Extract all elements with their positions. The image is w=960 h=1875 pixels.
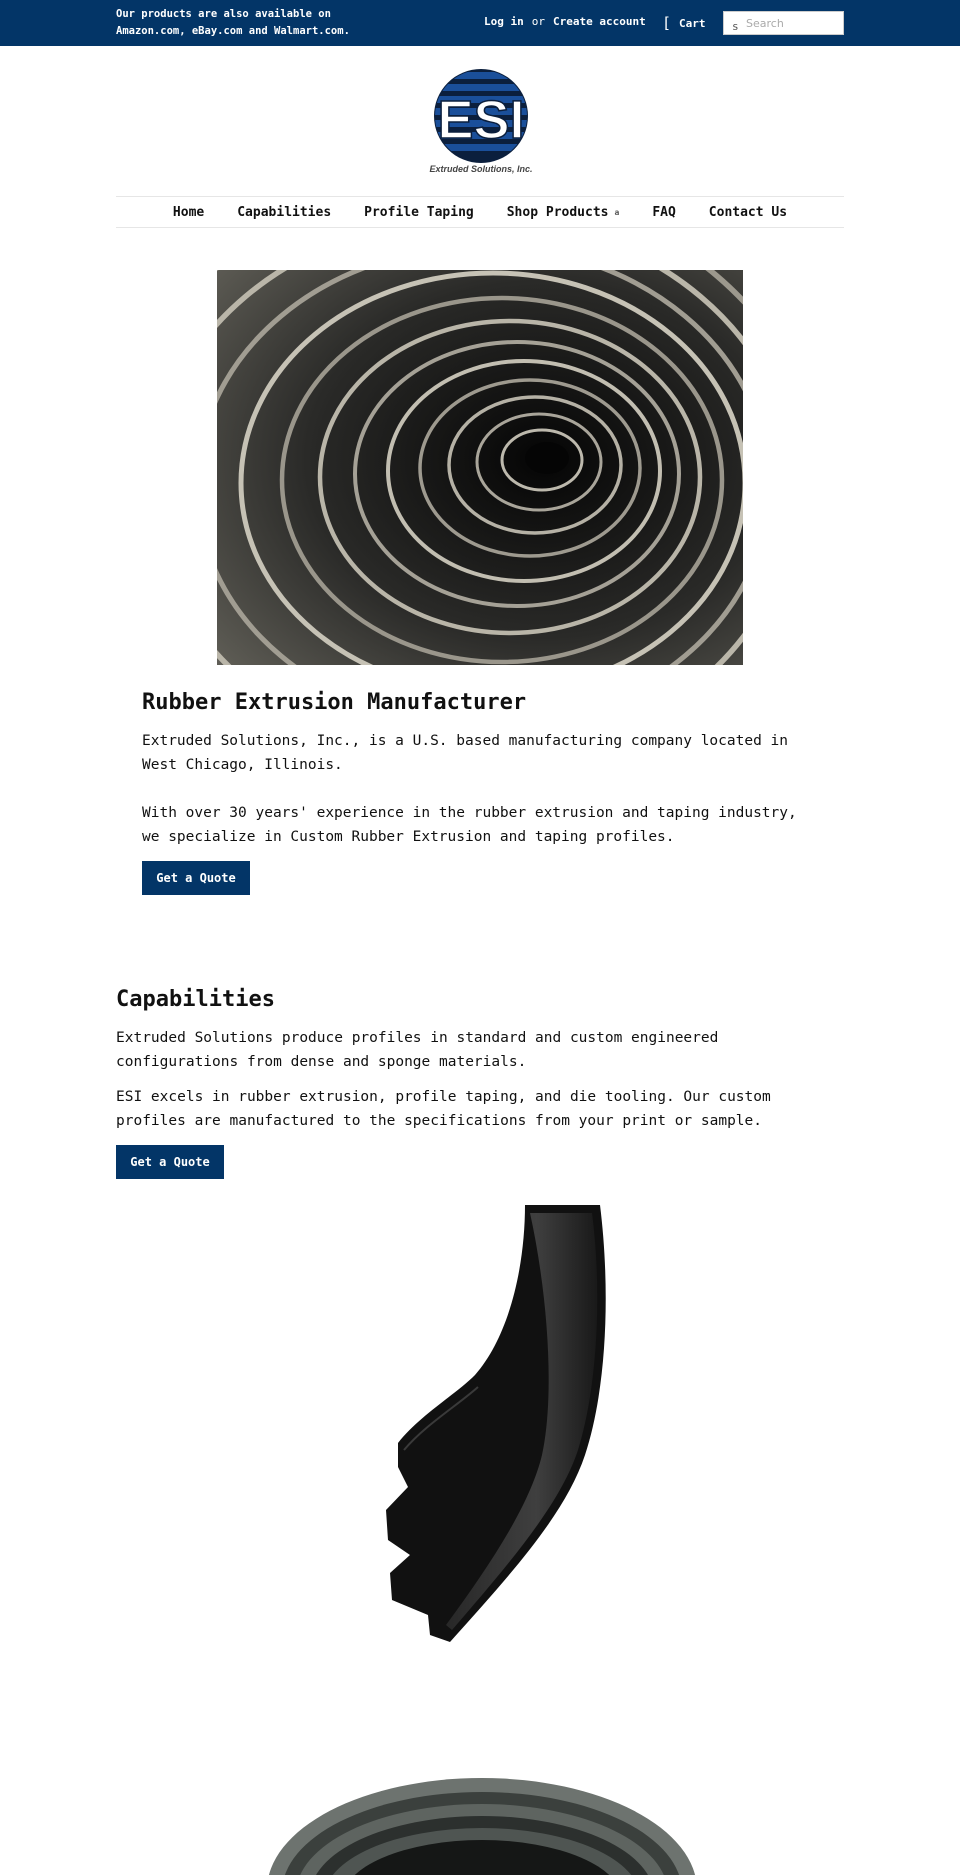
account-links	[484, 15, 646, 28]
logo-tagline: Extruded Solutions, Inc.	[429, 164, 533, 174]
nav-profile-taping[interactable]: Profile Taping	[364, 204, 474, 220]
hero-get-quote-button[interactable]: Get a Quote	[142, 861, 250, 895]
nav-capabilities[interactable]: Capabilities	[237, 204, 332, 220]
search-input[interactable]	[746, 13, 840, 33]
logo-letters: ESI	[437, 90, 525, 150]
nav-contact-us[interactable]: Contact Us	[708, 204, 788, 220]
nav-shop-products[interactable]	[507, 205, 620, 220]
main-nav	[116, 196, 844, 228]
capabilities-paragraph-2: ESI excels in rubber extrusion, profile taping, and die tooling. Our custom profiles are manufactured to the specifications from your print or sample.	[116, 1089, 771, 1129]
search-icon[interactable]: s	[732, 20, 739, 33]
nav-home[interactable]: Home	[172, 204, 205, 220]
chevron-down-icon: a	[614, 207, 620, 217]
esi-logo[interactable]	[426, 66, 536, 176]
rubber-coil-image	[262, 1770, 702, 1875]
nav-shop-products-label: Shop Products	[506, 204, 609, 220]
capabilities-paragraph-1: Extruded Solutions produce profiles in standard and custom engineered configurations from dense and sponge materials.	[116, 1030, 719, 1070]
hero-title: Rubber Extrusion Manufacturer	[142, 690, 527, 715]
cart-link[interactable]	[662, 13, 706, 31]
top-bar	[0, 0, 960, 46]
or-text: or	[531, 15, 545, 28]
search-box	[723, 11, 844, 35]
hero-paragraph-1: Extruded Solutions, Inc., is a U.S. based manufacturing company located in West Chicago, Illinois.	[142, 733, 789, 773]
create-account-link[interactable]: Create account	[553, 15, 646, 28]
cart-label: Cart	[679, 17, 706, 30]
cart-icon: [	[662, 14, 672, 32]
rubber-profile-image	[380, 1205, 610, 1645]
login-link[interactable]: Log in	[484, 15, 524, 28]
nav-faq[interactable]: FAQ	[652, 204, 676, 220]
rubber-coil-spiral-image	[217, 270, 743, 665]
hero-paragraph-2: With over 30 years' experience in the rubber extrusion and taping industry, we specialize in Custom Rubber Extrusion and taping profiles.	[142, 805, 797, 845]
capabilities-title: Capabilities	[116, 987, 275, 1012]
capabilities-get-quote-button[interactable]: Get a Quote	[116, 1145, 224, 1179]
announcement-text: Our products are also available on Amazon.com, eBay.com and Walmart.com.	[116, 8, 350, 37]
